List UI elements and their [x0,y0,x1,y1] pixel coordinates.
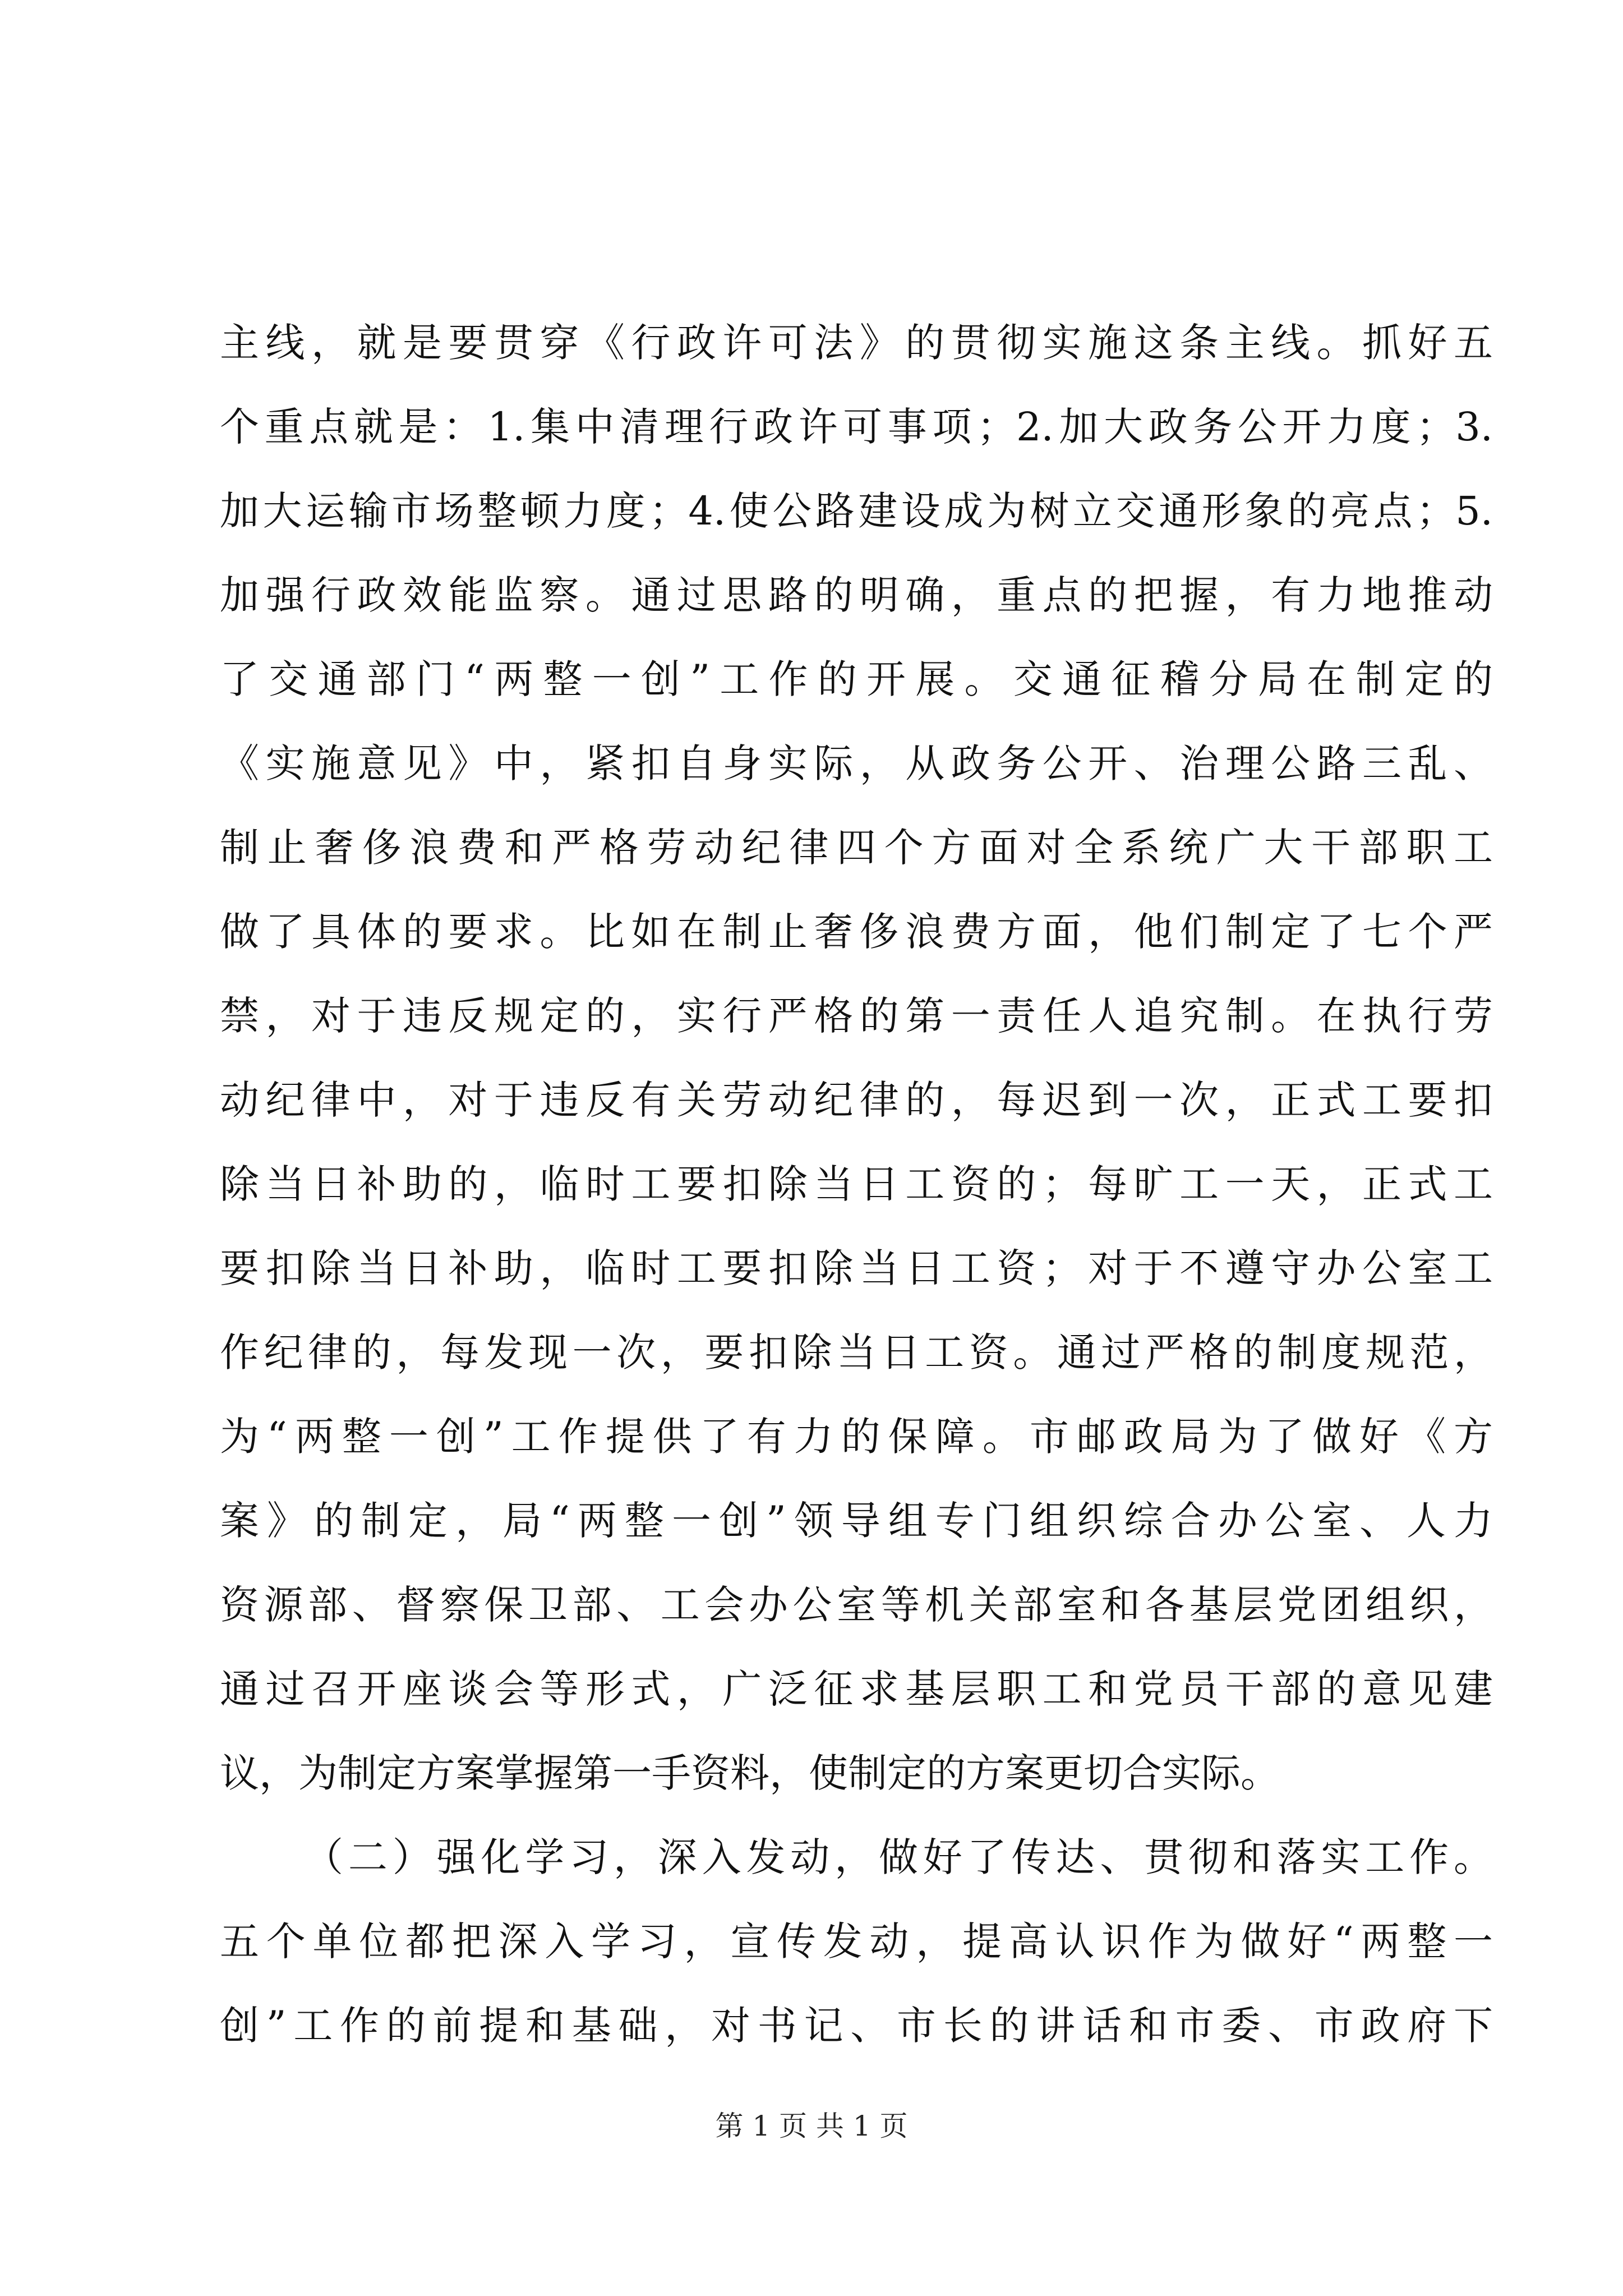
text-line: 主线，就是要贯穿《行政许可法》的贯彻实施这条主线。抓好五 [220,320,1493,366]
text-line: 除当日补助的，临时工要扣除当日工资的；每旷工一天，正式工 [220,1161,1493,1207]
text-line: 议，为制定方案掌握第一手资料，使制定的方案更切合实际。 [220,1750,1280,1796]
text-line: 制止奢侈浪费和严格劳动纪律四个方面对全系统广大干部职工 [220,825,1493,871]
text-line: 案》的制定，局“两整一创”领导组专门组织综合办公室、人力 [220,1498,1493,1544]
section-heading-line: （二）强化学习，深入发动，做好了传达、贯彻和落实工作。 [304,1834,1493,1880]
text-line: 创”工作的前提和基础，对书记、市长的讲话和市委、市政府下 [220,2003,1493,2049]
text-line: 作纪律的，每发现一次，要扣除当日工资。通过严格的制度规范， [220,1329,1493,1375]
text-line: 五个单位都把深入学习，宣传发动，提高认识作为做好“两整一 [220,1918,1493,1964]
text-line: 动纪律中，对于违反有关劳动纪律的，每迟到一次，正式工要扣 [220,1077,1493,1123]
text-line: 《实施意见》中，紧扣自身实际，从政务公开、治理公路三乱、 [220,740,1493,786]
page-footer: 第 1 页 共 1 页 [715,2110,908,2142]
text-line: 加大运输市场整顿力度；4.使公路建设成为树立交通形象的亮点；5. [220,488,1493,534]
text-line: 禁，对于违反规定的，实行严格的第一责任人追究制。在执行劳 [220,993,1493,1039]
document-body [220,301,1493,2068]
text-line: 个重点就是：1.集中清理行政许可事项；2.加大政务公开力度；3. [220,404,1493,450]
text-line: 了交通部门“两整一创”工作的开展。交通征稽分局在制定的 [220,656,1493,702]
text-line: 资源部、督察保卫部、工会办公室等机关部室和各基层党团组织， [220,1582,1493,1628]
text-line: 通过召开座谈会等形式，广泛征求基层职工和党员干部的意见建 [220,1666,1493,1712]
text-line: 加强行政效能监察。通过思路的明确，重点的把握，有力地推动 [220,572,1493,618]
text-line: 为“两整一创”工作提供了有力的保障。市邮政局为了做好《方 [220,1414,1493,1460]
text-line: 要扣除当日补助，临时工要扣除当日工资；对于不遵守办公室工 [220,1245,1493,1291]
text-line: 做了具体的要求。比如在制止奢侈浪费方面，他们制定了七个严 [220,909,1493,955]
